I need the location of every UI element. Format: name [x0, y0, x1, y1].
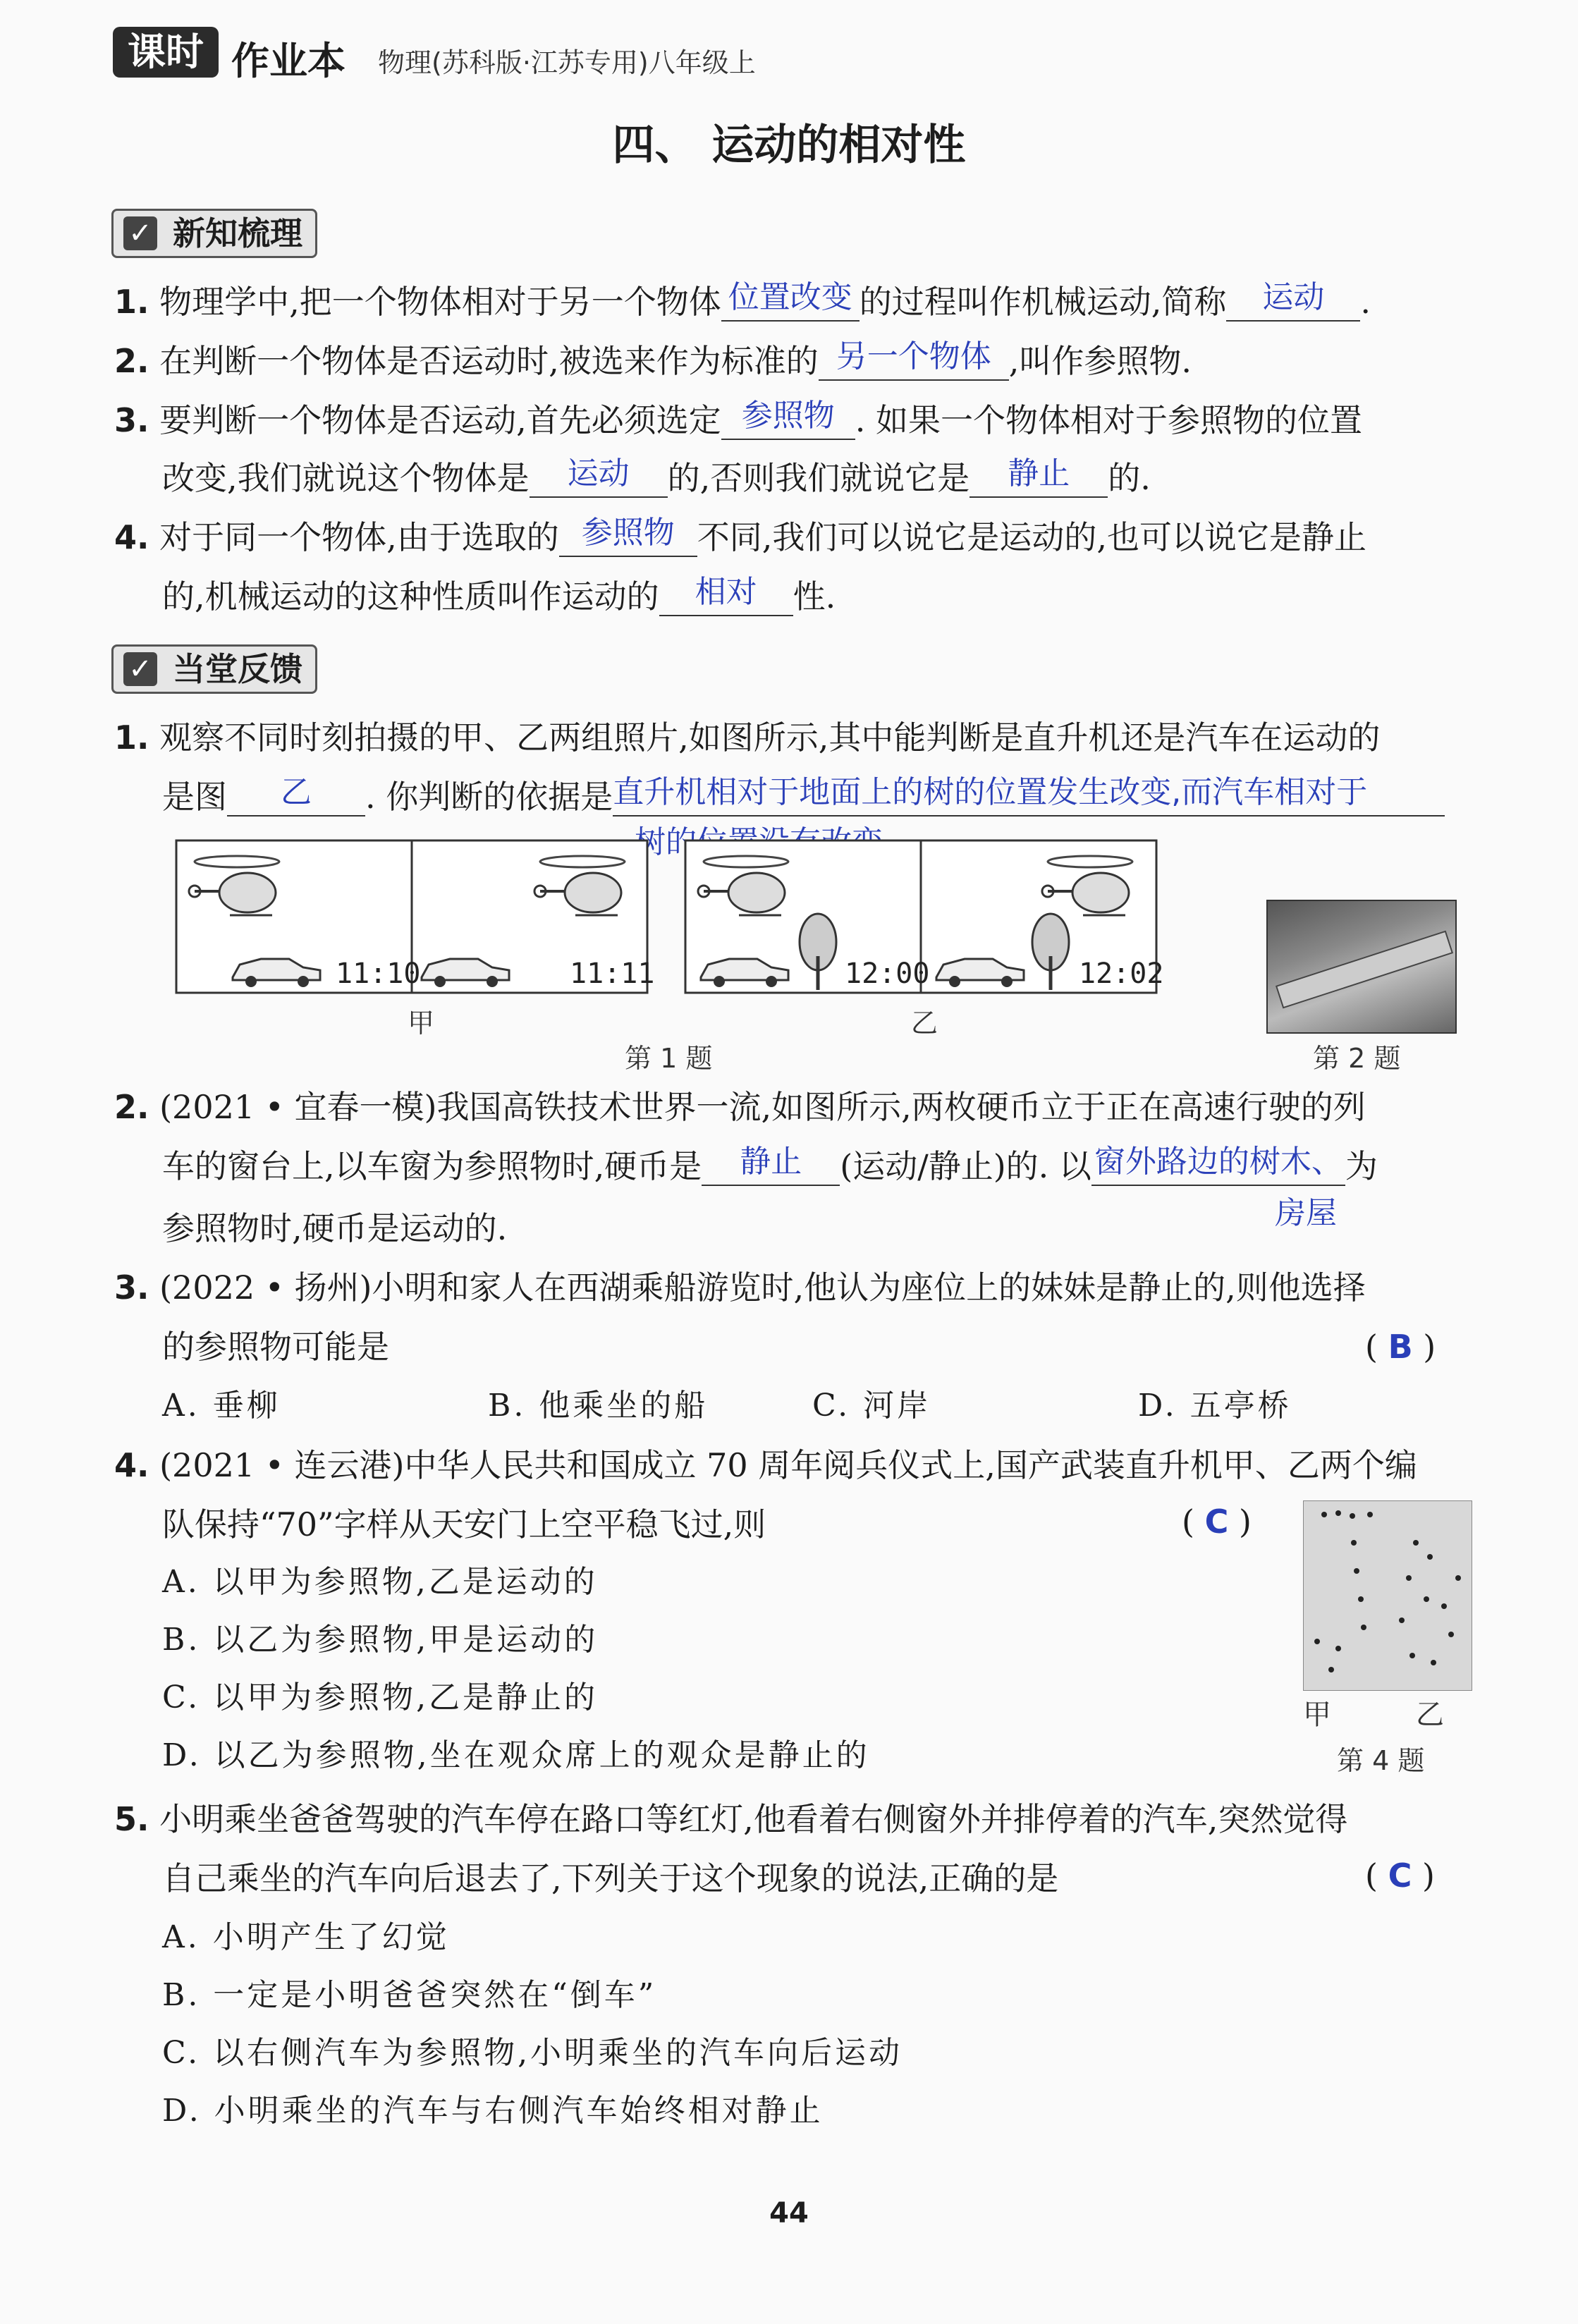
- fk-q5-option: C. 以右侧汽车为参照物,小明乘坐的汽车向后运动: [162, 2035, 903, 2071]
- q-number: 4.: [114, 518, 149, 556]
- figure-2-photo: [1266, 900, 1457, 1034]
- fk-q4-option: D. 以乙为参照物,坐在观众席上的观众是静止的: [162, 1737, 870, 1773]
- time-label: 11:10: [336, 958, 421, 990]
- answer-blank: 窗外路边的树木、: [1091, 1145, 1345, 1186]
- fk-q1: [114, 716, 1380, 759]
- fk-q5-answer: ( C ): [1365, 1857, 1435, 1895]
- q-text: 的过程叫作机械运动,简称: [859, 283, 1227, 321]
- figure-4-photo: [1303, 1500, 1472, 1691]
- figure-label-jia: 甲: [408, 1008, 435, 1039]
- q-number: 4.: [114, 1446, 149, 1484]
- q-text: 要判断一个物体是否运动,首先必须选定: [159, 401, 721, 439]
- checkmark-icon: ✓: [123, 216, 157, 250]
- q-text: (2022 • 扬州)小明和家人在西湖乘船游览时,他认为座位上的妹妹是静止的,则他选择: [159, 1268, 1366, 1307]
- time-label: 12:02: [1079, 958, 1164, 990]
- q-text: 物理学中,把一个物体相对于另一个物体: [159, 283, 721, 321]
- xz-q3: [114, 399, 1362, 441]
- q-text: 观察不同时刻拍摄的甲、乙两组照片,如图所示,其中能判断是直升机还是汽车在运动的: [159, 718, 1381, 757]
- figure-label-yi: 乙: [911, 1008, 938, 1039]
- answer-blank: 乙: [227, 776, 365, 817]
- q-number: 3.: [114, 1268, 149, 1307]
- fk-q2-answer-continued: 房屋: [1275, 1195, 1337, 1231]
- fk-q4: [114, 1444, 1417, 1486]
- fk-q4-option: C. 以甲为参照物,乙是静止的: [162, 1680, 599, 1716]
- section-class-feedback: [111, 644, 317, 694]
- fk-q2: [114, 1086, 1366, 1128]
- time-label: 11:11: [570, 958, 655, 990]
- xz-q3-line2: 改变,我们就说这个物体是 运动 的,否则我们就说它是 静止 的.: [162, 455, 1151, 497]
- fk-q3-option: A. 垂柳: [162, 1388, 281, 1424]
- q-text: 小明乘坐爸爸驾驶的汽车停在路口等红灯,他看着右侧窗外并排停着的汽车,突然觉得: [159, 1800, 1348, 1838]
- q-number: 2.: [114, 1088, 149, 1126]
- fk-q5-option: D. 小明乘坐的汽车与右侧汽车始终相对静止: [162, 2093, 824, 2129]
- answer-blank: 静止: [970, 457, 1108, 498]
- header-book: 作业本: [231, 39, 345, 83]
- fk-q5: [114, 1798, 1347, 1840]
- fk-q4-line2: 队保持“70”字样从天安门上空平稳飞过,则: [162, 1505, 766, 1543]
- checkmark-icon: ✓: [123, 652, 157, 686]
- answer-blank: 参照物: [721, 399, 855, 440]
- q-number: 1.: [114, 283, 149, 321]
- answer-blank: 位置改变: [721, 281, 860, 322]
- xz-q4-line2: 的,机械运动的这种性质叫作运动的 相对 性.: [162, 574, 836, 616]
- answer-blank: 直升机相对于地面上的树的位置发生改变,而汽车相对于: [613, 776, 1445, 817]
- fk-q3-answer: ( B ): [1365, 1328, 1436, 1366]
- answer-blank: 参照物: [559, 516, 697, 557]
- section-label: 新知梳理: [173, 214, 302, 252]
- q-text: . 如果一个物体相对于参照物的位置: [855, 401, 1362, 439]
- answer-blank: 运动: [530, 457, 668, 498]
- figure-4-caption: 第 4 题: [1337, 1745, 1425, 1776]
- xz-q4: [114, 516, 1366, 558]
- q-text: (2021 • 连云港)中华人民共和国成立 70 周年阅兵仪式上,国产武装直升机甲、乙两个编: [159, 1446, 1417, 1484]
- answer-blank: 运动: [1226, 281, 1360, 322]
- fk-q3-option: C. 河岸: [812, 1388, 931, 1424]
- header-subject: 物理(苏科版·江苏专用)八年级上: [378, 47, 756, 78]
- answer-blank: 另一个物体: [819, 340, 1009, 381]
- q-number: 2.: [114, 342, 149, 380]
- fk-q2-line2: 车的窗台上,以车窗为参照物时,硬币是 静止 (运动/静止)的. 以窗外路边的树木、为: [162, 1144, 1378, 1185]
- q-number: 1.: [114, 718, 149, 757]
- answer-blank: 相对: [659, 575, 793, 616]
- page-number: 44: [769, 2197, 809, 2230]
- header-logo: 课时: [113, 27, 219, 78]
- fk-q5-line2: 自己乘坐的汽车向后退去了,下列关于这个现象的说法,正确的是: [162, 1859, 1059, 1897]
- q-number: 5.: [114, 1800, 149, 1838]
- xz-q2: [114, 340, 1192, 382]
- figure-2-caption: 第 2 题: [1313, 1043, 1401, 1074]
- fk-q5-option: A. 小明产生了幻觉: [162, 1919, 450, 1955]
- section-label: 当堂反馈: [173, 650, 302, 688]
- q-text: ,叫作参照物.: [1008, 342, 1192, 380]
- q-text: 在判断一个物体是否运动时,被选来作为标准的: [159, 342, 819, 380]
- fk-q3: [114, 1266, 1366, 1309]
- fk-q4-option: B. 以乙为参照物,甲是运动的: [162, 1622, 599, 1658]
- q-text: 不同,我们可以说它是运动的,也可以说它是静止: [697, 518, 1366, 556]
- page-title: 四、 运动的相对性: [612, 121, 966, 170]
- fk-q3-option: D. 五亭桥: [1138, 1388, 1292, 1424]
- xz-q1: 1. 物理学中,把一个物体相对于另一个物体 位置改变 的过程叫作机械运动,简称 运动 .: [114, 279, 1371, 321]
- fk-q4-option: A. 以甲为参照物,乙是运动的: [162, 1564, 598, 1600]
- figure-1-caption: 第 1 题: [625, 1043, 713, 1074]
- fk-q3-line2: 的参照物可能是: [162, 1328, 389, 1366]
- time-label: 12:00: [845, 958, 930, 990]
- fk-q3-option: B. 他乘坐的船: [488, 1388, 709, 1424]
- fk-q5-option: B. 一定是小明爸爸突然在“倒车”: [162, 1977, 657, 2013]
- figure-4-label-jia: 甲: [1303, 1699, 1331, 1731]
- fk-q2-line3: 参照物时,硬币是运动的.: [162, 1209, 508, 1247]
- q-text: (2021 • 宜春一模)我国高铁技术世界一流,如图所示,两枚硬币立于正在高速行驶的列: [159, 1088, 1366, 1126]
- fk-q4-answer: ( C ): [1182, 1503, 1252, 1541]
- figure-4-label-yi: 乙: [1416, 1699, 1444, 1731]
- q-number: 3.: [114, 401, 149, 439]
- fk-q1-line2: 是图 乙 . 你判断的依据是直升机相对于地面上的树的位置发生改变,而汽车相对于: [162, 776, 1445, 818]
- section-new-knowledge: [111, 209, 317, 258]
- figure-1: [173, 838, 1164, 1004]
- q-text: 对于同一个物体,由于选取的: [159, 518, 559, 556]
- answer-blank: 静止: [702, 1145, 840, 1186]
